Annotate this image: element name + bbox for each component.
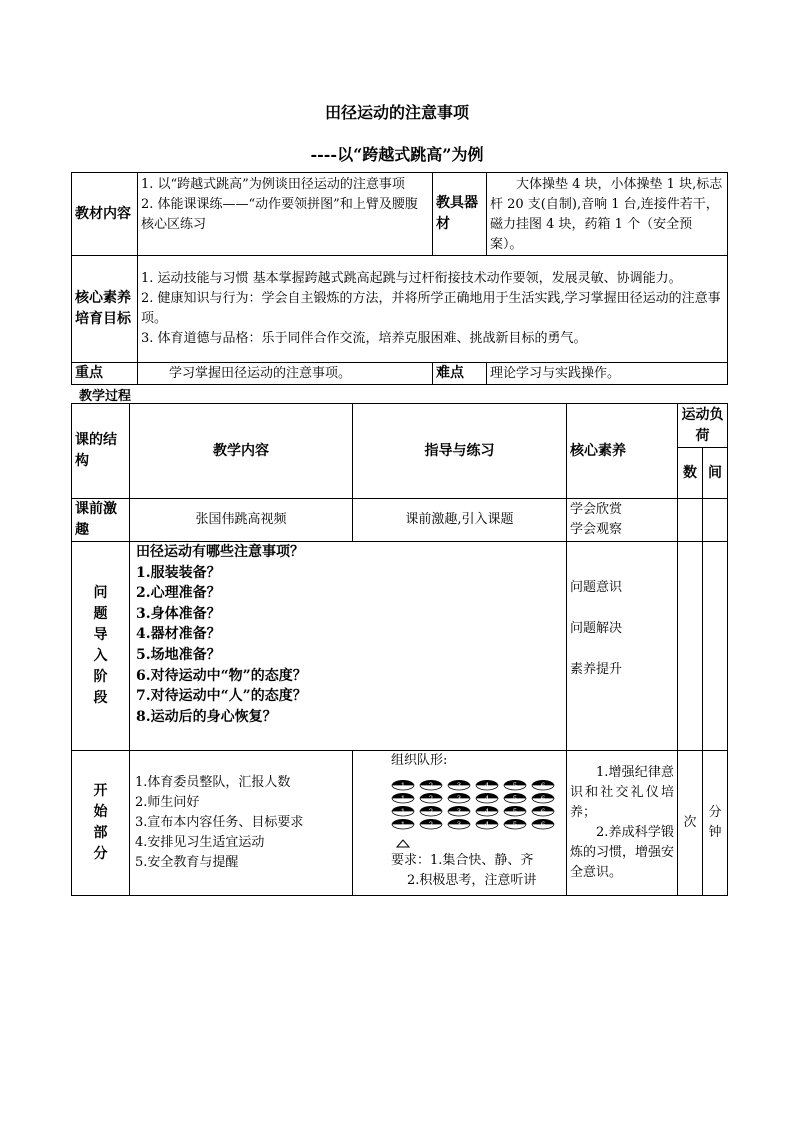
intro-literacy-3: 素养提升: [570, 662, 623, 677]
start-content-1: 1.体育委员整队，汇报人数: [135, 775, 291, 790]
start-content: [130, 751, 353, 896]
student-number: 6: [540, 808, 546, 816]
student-number: 2: [428, 808, 434, 816]
intro-question: 2.心理准备？: [136, 585, 221, 602]
requirement-1: 要求：1.集合快、静、齐: [391, 853, 534, 868]
student-number: 1: [400, 821, 406, 829]
page-title: 田径运动的注意事项: [324, 103, 469, 122]
intro-time: [703, 542, 728, 751]
intro-char: 导: [93, 627, 108, 643]
intro-question: 7.对待运动中“人”的态度？: [136, 688, 307, 705]
student-number: 4: [484, 782, 490, 790]
start-count: 次: [678, 751, 703, 896]
start-literacy-2: 2.养成科学锻炼的习惯，增强安全意识。: [570, 825, 675, 880]
student-number: 3: [456, 795, 462, 803]
student-number: 5: [512, 821, 518, 829]
key-label: 重点: [72, 363, 138, 385]
student-number: 1: [400, 808, 406, 816]
student-number: 5: [512, 808, 518, 816]
header-count: 数: [678, 448, 703, 499]
teacher-mark: [397, 840, 409, 847]
pre-literacy-2: 学会观察: [570, 522, 623, 537]
requirement-2: 2.积极思考，注意听讲: [407, 873, 537, 888]
materials-label: 教材内容: [72, 173, 138, 256]
start-content-2: 2.师生问好: [135, 795, 200, 810]
intro-structure: [72, 542, 130, 751]
student-number: 4: [484, 808, 490, 816]
materials-text: [138, 173, 433, 256]
intro-char: 阶: [93, 669, 108, 685]
pre-structure: 课前激趣: [72, 499, 130, 542]
start-content-4: 4.安排见习生适宜运动: [135, 835, 265, 850]
key-text: [138, 363, 433, 385]
intro-literacy: [567, 542, 678, 751]
start-structure: [72, 751, 130, 896]
student-number: 6: [540, 795, 546, 803]
intro-question: 1.服装装备？: [136, 564, 221, 581]
header-content: 教学内容: [130, 404, 353, 499]
start-time-char: 钟: [708, 825, 722, 840]
intro-char: 段: [93, 690, 108, 706]
student-number: 4: [484, 795, 490, 803]
core-goals: [138, 256, 728, 363]
start-literacy-1: 1.增强纪律意识和社交礼仪培养；: [570, 765, 674, 820]
core-goal-1: 1. 运动技能与习惯 基本掌握跨越式跳高起跳与过杆衔接技术动作要领，发展灵敏、协调能力。: [141, 271, 682, 286]
intro-question: 田径运动有哪些注意事项？: [136, 544, 304, 560]
formation-label: 组织队形:: [391, 753, 448, 768]
intro-question: 3.身体准备？: [136, 605, 221, 622]
pre-literacy-1: 学会欣赏: [570, 502, 623, 517]
student-number: 5: [512, 782, 518, 790]
equipment-text: 大体操垫 4 块，小体操垫 1 块,标志杆 20 支(自制),音响 1 台,连接件若干，磁力挂图 4 块，药箱 1 个（安全预案）。: [490, 177, 723, 252]
core-label: 核心素养培育目标: [72, 256, 138, 363]
student-number: 1: [400, 795, 406, 803]
intro-questions: [130, 542, 567, 751]
core-goal-3: 3. 体育道德与品格：乐于同伴合作交流，培养克服困难、挑战新目标的勇气。: [141, 331, 587, 346]
student-number: 3: [456, 821, 462, 829]
header-guidance: 指导与练习: [353, 404, 567, 499]
start-literacy: [567, 751, 678, 896]
student-number: 1: [400, 782, 406, 790]
materials-text-body: [141, 175, 429, 235]
student-number: 5: [512, 795, 518, 803]
intro-char: 题: [93, 606, 108, 622]
pre-content: 张国伟跳高视频: [130, 499, 353, 542]
difficult-label: 难点: [433, 363, 487, 385]
difficult-text: 理论学习与实践操作。: [487, 363, 728, 385]
pre-count: [678, 499, 703, 542]
student-number: 2: [428, 795, 434, 803]
pre-time: [703, 499, 728, 542]
start-guidance: [353, 751, 567, 896]
start-time-char: 分: [708, 805, 722, 820]
start-char: 分: [93, 846, 108, 862]
start-time: [703, 751, 728, 896]
student-number: 2: [428, 782, 434, 790]
formation-diagram: [391, 777, 566, 849]
start-content-5: 5.安全教育与提醒: [135, 855, 239, 870]
student-number: 3: [456, 782, 462, 790]
intro-char: 入: [93, 648, 108, 664]
intro-question: 5.场地准备？: [136, 646, 221, 663]
pre-guidance: 课前激趣,引入课题: [353, 499, 567, 542]
header-literacy: 核心素养: [567, 404, 678, 499]
intro-count: [678, 542, 703, 751]
core-goal-2: 2. 健康知识与行为：学会自主锻炼的方法，并将所学正确地用于生活实践,学习掌握田径运动的注意事项。: [141, 291, 721, 326]
info-table: [71, 172, 728, 385]
header-load: 运动负荷: [678, 404, 728, 448]
student-number: 4: [484, 821, 490, 829]
page-subtitle: ----以“跨越式跳高”为例: [310, 145, 484, 164]
student-number: 6: [540, 782, 546, 790]
pre-literacy: [567, 499, 678, 542]
intro-question: 6.对待运动中“物”的态度？: [136, 667, 307, 684]
process-label: 教学过程: [79, 389, 132, 404]
key-text-value: 学习掌握田径运动的注意事项。: [169, 365, 352, 381]
materials-line: 2. 体能课课练——“动作要领拼图”和上臂及腰腹核心区练习: [141, 197, 418, 232]
header-structure: 课的结构: [72, 404, 130, 499]
intro-literacy-2: 问题解决: [570, 621, 623, 636]
start-char: 开: [93, 783, 108, 799]
student-number: 2: [428, 821, 434, 829]
header-time: 间: [703, 448, 728, 499]
intro-question: 8.运动后的身心恢复？: [136, 708, 277, 725]
student-number: 6: [540, 821, 546, 829]
start-content-3: 3.宣布本内容任务、目标要求: [135, 815, 304, 830]
start-char: 部: [93, 825, 108, 841]
intro-literacy-1: 问题意识: [570, 580, 623, 595]
start-char: 始: [93, 804, 108, 820]
student-number: 3: [456, 808, 462, 816]
process-table: [71, 403, 728, 896]
intro-question: 4.器材准备？: [136, 626, 221, 643]
equipment-cell: [487, 173, 728, 256]
intro-char: 问: [93, 585, 108, 601]
equipment-label: 教具器材: [433, 173, 487, 256]
materials-line: 1. 以“跨越式跳高”为例谈田径运动的注意事项: [141, 177, 405, 192]
